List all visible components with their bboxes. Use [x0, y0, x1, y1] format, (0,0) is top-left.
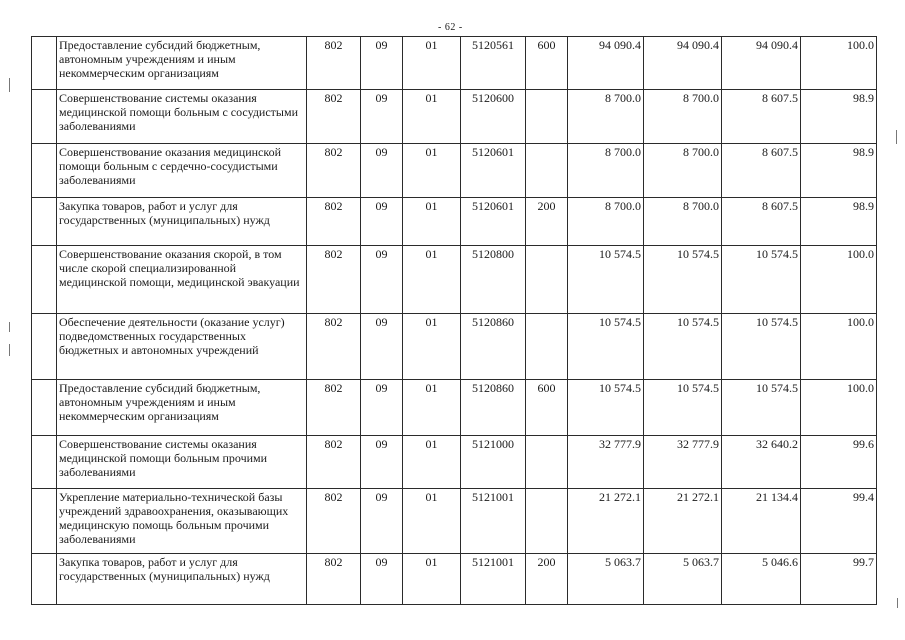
execution-percent: 100.0 [801, 314, 877, 380]
scan-mark [896, 130, 897, 144]
subsection-code: 01 [403, 489, 461, 554]
scan-mark [9, 78, 10, 92]
execution-percent: 98.9 [801, 198, 877, 246]
expense-name: Совершенствование оказания медицинской помощи больным с сердечно-сосудистыми заболеваниями [57, 144, 307, 198]
section-code: 09 [361, 37, 403, 90]
table-row [32, 554, 877, 605]
approved-amount: 10 574.5 [568, 380, 644, 436]
subsection-code: 01 [403, 314, 461, 380]
department-code: 802 [307, 90, 361, 144]
adjusted-amount: 10 574.5 [644, 246, 722, 314]
adjusted-amount: 8 700.0 [644, 90, 722, 144]
execution-percent: 99.7 [801, 554, 877, 605]
department-code: 802 [307, 489, 361, 554]
expense-type-code [526, 90, 568, 144]
approved-amount: 94 090.4 [568, 37, 644, 90]
expense-name: Совершенствование оказания скорой, в том числе скорой специализированной медицинской помощи, медицинской эвакуации [57, 246, 307, 314]
row-margin-cell [32, 380, 57, 436]
table-row [32, 144, 877, 198]
target-article-code: 5120800 [461, 246, 526, 314]
table-row [32, 198, 877, 246]
table-row [32, 37, 877, 90]
section-code: 09 [361, 489, 403, 554]
department-code: 802 [307, 37, 361, 90]
approved-amount: 10 574.5 [568, 314, 644, 380]
adjusted-amount: 10 574.5 [644, 380, 722, 436]
execution-percent: 100.0 [801, 37, 877, 90]
approved-amount: 10 574.5 [568, 246, 644, 314]
execution-percent: 98.9 [801, 144, 877, 198]
approved-amount: 5 063.7 [568, 554, 644, 605]
section-code: 09 [361, 554, 403, 605]
approved-amount: 8 700.0 [568, 144, 644, 198]
scan-mark [897, 598, 898, 608]
expense-type-code: 200 [526, 198, 568, 246]
subsection-code: 01 [403, 37, 461, 90]
target-article-code: 5120600 [461, 90, 526, 144]
department-code: 802 [307, 198, 361, 246]
expense-type-code: 200 [526, 554, 568, 605]
approved-amount: 32 777.9 [568, 436, 644, 489]
section-code: 09 [361, 380, 403, 436]
executed-amount: 10 574.5 [722, 314, 801, 380]
section-code: 09 [361, 436, 403, 489]
section-code: 09 [361, 90, 403, 144]
target-article-code: 5121001 [461, 554, 526, 605]
expense-type-code: 600 [526, 380, 568, 436]
execution-percent: 100.0 [801, 380, 877, 436]
table-row [32, 90, 877, 144]
department-code: 802 [307, 314, 361, 380]
expense-name: Предоставление субсидий бюджетным, автономным учреждениям и иным некоммерческим организациям [57, 37, 307, 90]
row-margin-cell [32, 436, 57, 489]
table-row [32, 380, 877, 436]
department-code: 802 [307, 436, 361, 489]
executed-amount: 5 046.6 [722, 554, 801, 605]
execution-percent: 100.0 [801, 246, 877, 314]
row-margin-cell [32, 489, 57, 554]
adjusted-amount: 8 700.0 [644, 144, 722, 198]
subsection-code: 01 [403, 380, 461, 436]
target-article-code: 5121001 [461, 489, 526, 554]
expense-type-code [526, 489, 568, 554]
budget-table [31, 36, 877, 605]
table-row [32, 489, 877, 554]
row-margin-cell [32, 314, 57, 380]
page-number: - 62 - [438, 22, 463, 33]
row-margin-cell [32, 554, 57, 605]
expense-type-code [526, 144, 568, 198]
expense-name: Обеспечение деятельности (оказание услуг) подведомственных государственных бюджетных и автономных учреждений [57, 314, 307, 380]
department-code: 802 [307, 380, 361, 436]
adjusted-amount: 5 063.7 [644, 554, 722, 605]
expense-type-code: 600 [526, 37, 568, 90]
execution-percent: 98.9 [801, 90, 877, 144]
department-code: 802 [307, 554, 361, 605]
expense-type-code [526, 314, 568, 380]
expense-name: Совершенствование системы оказания медицинской помощи больным прочими заболеваниями [57, 436, 307, 489]
row-margin-cell [32, 198, 57, 246]
executed-amount: 8 607.5 [722, 198, 801, 246]
target-article-code: 5120601 [461, 144, 526, 198]
expense-type-code [526, 246, 568, 314]
expense-name: Закупка товаров, работ и услуг для государственных (муниципальных) нужд [57, 198, 307, 246]
approved-amount: 21 272.1 [568, 489, 644, 554]
subsection-code: 01 [403, 144, 461, 198]
approved-amount: 8 700.0 [568, 198, 644, 246]
target-article-code: 5120860 [461, 380, 526, 436]
executed-amount: 8 607.5 [722, 144, 801, 198]
subsection-code: 01 [403, 246, 461, 314]
target-article-code: 5120561 [461, 37, 526, 90]
approved-amount: 8 700.0 [568, 90, 644, 144]
executed-amount: 10 574.5 [722, 246, 801, 314]
expense-type-code [526, 436, 568, 489]
department-code: 802 [307, 144, 361, 198]
executed-amount: 8 607.5 [722, 90, 801, 144]
scan-mark [9, 344, 10, 356]
table-row [32, 314, 877, 380]
adjusted-amount: 10 574.5 [644, 314, 722, 380]
section-code: 09 [361, 246, 403, 314]
table-row [32, 246, 877, 314]
target-article-code: 5120601 [461, 198, 526, 246]
executed-amount: 21 134.4 [722, 489, 801, 554]
subsection-code: 01 [403, 198, 461, 246]
scan-mark [9, 322, 10, 332]
section-code: 09 [361, 144, 403, 198]
expense-name: Предоставление субсидий бюджетным, автономным учреждениям и иным некоммерческим организациям [57, 380, 307, 436]
row-margin-cell [32, 144, 57, 198]
section-code: 09 [361, 314, 403, 380]
row-margin-cell [32, 90, 57, 144]
expense-name: Совершенствование системы оказания медицинской помощи больным с сосудистыми заболеваниями [57, 90, 307, 144]
execution-percent: 99.4 [801, 489, 877, 554]
row-margin-cell [32, 246, 57, 314]
section-code: 09 [361, 198, 403, 246]
executed-amount: 32 640.2 [722, 436, 801, 489]
subsection-code: 01 [403, 90, 461, 144]
adjusted-amount: 21 272.1 [644, 489, 722, 554]
department-code: 802 [307, 246, 361, 314]
executed-amount: 94 090.4 [722, 37, 801, 90]
expense-name: Укрепление материально-технической базы учреждений здравоохранения, оказывающих медицинскую помощь больным прочими заболеваниями [57, 489, 307, 554]
expense-name: Закупка товаров, работ и услуг для государственных (муниципальных) нужд [57, 554, 307, 605]
table-row [32, 436, 877, 489]
execution-percent: 99.6 [801, 436, 877, 489]
executed-amount: 10 574.5 [722, 380, 801, 436]
adjusted-amount: 94 090.4 [644, 37, 722, 90]
adjusted-amount: 8 700.0 [644, 198, 722, 246]
subsection-code: 01 [403, 554, 461, 605]
subsection-code: 01 [403, 436, 461, 489]
target-article-code: 5120860 [461, 314, 526, 380]
adjusted-amount: 32 777.9 [644, 436, 722, 489]
target-article-code: 5121000 [461, 436, 526, 489]
row-margin-cell [32, 37, 57, 90]
